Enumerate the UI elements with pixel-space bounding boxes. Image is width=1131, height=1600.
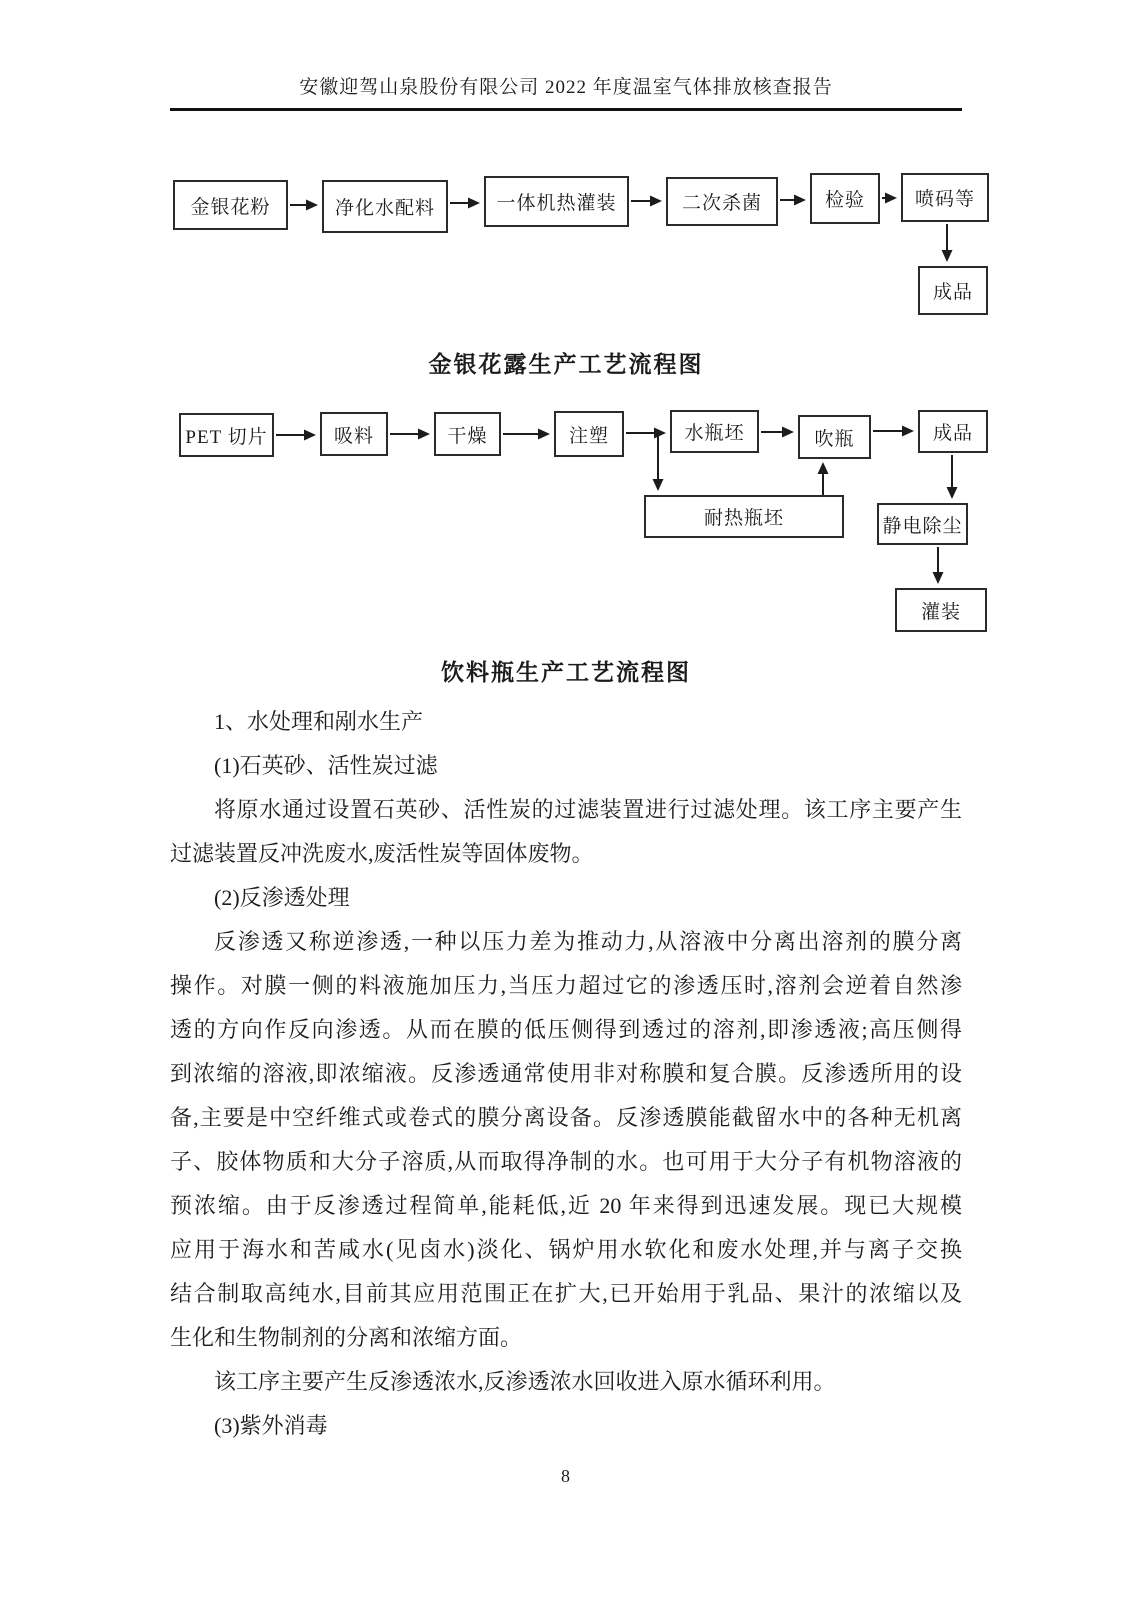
- flow-node-water-bottle-preform: 水瓶坯: [670, 410, 759, 453]
- flow-node-finished-product-1: 成品: [918, 266, 988, 315]
- section-heading-water-treatment: 1、水处理和剐水生产: [214, 709, 424, 734]
- subsection-heading-uv-disinfection: (3)紫外消毒: [214, 1413, 328, 1438]
- subsection-heading-filtration: (1)石英砂、活性炭过滤: [214, 753, 438, 778]
- flow-node-electrostatic-dust-removal: 静电除尘: [877, 503, 968, 545]
- text-line: 将原水通过设置石英砂、活性炭的过滤装置进行过滤处理。该工序主要产生: [214, 797, 962, 822]
- flow-node-inspection: 检验: [810, 173, 880, 224]
- flow-node-secondary-sterilization: 二次杀菌: [666, 177, 778, 226]
- flow-node-drying: 干燥: [434, 412, 501, 456]
- text-line: 应用于海水和苦咸水(见卤水)淡化、锅炉用水软化和废水处理,并与离子交换: [170, 1237, 962, 1262]
- page-number: 8: [561, 1466, 570, 1486]
- flow-node-pet-chips: PET 切片: [179, 413, 274, 457]
- text-line: 该工序主要产生反渗透浓水,反渗透浓水回收进入原水循环利用。: [214, 1369, 836, 1394]
- flow-node-coding: 喷码等: [901, 173, 989, 222]
- flow-node-injection-molding: 注塑: [554, 411, 624, 457]
- text-line: 生化和生物制剂的分离和浓缩方面。: [170, 1325, 523, 1350]
- text-line: 子、胶体物质和大分子溶质,从而取得净制的水。也可用于大分子有机物溶液的: [170, 1149, 962, 1174]
- text-line: 操作。对膜一侧的料液施加压力,当压力超过它的渗透压时,溶剂会逆着自然渗: [170, 973, 962, 998]
- text-line: 透的方向作反向渗透。从而在膜的低压侧得到透过的溶剂,即渗透液;高压侧得: [170, 1017, 962, 1042]
- text-line: 过滤装置反冲洗废水,废活性炭等固体废物。: [170, 841, 594, 866]
- subsection-heading-reverse-osmosis: (2)反渗透处理: [214, 885, 350, 910]
- flow-node-jinyinhua-powder: 金银花粉: [173, 180, 288, 230]
- text-line: 结合制取高纯水,目前其应用范围正在扩大,已开始用于乳品、果汁的浓缩以及: [170, 1281, 962, 1306]
- header-rule: [170, 108, 962, 111]
- body-text: [170, 700, 962, 1448]
- flow-node-blow-molding: 吹瓶: [798, 415, 871, 459]
- text-line: 预浓缩。由于反渗透过程简单,能耗低,近 20 年来得到迅速发展。现已大规模: [170, 1193, 962, 1218]
- flow-node-material-suction: 吸料: [320, 412, 388, 456]
- flowchart1-caption: 金银花露生产工艺流程图: [428, 352, 704, 377]
- flow-node-filling: 灌装: [895, 588, 987, 632]
- paragraph-filtration: [170, 788, 962, 876]
- flowchart2-caption: 饮料瓶生产工艺流程图: [441, 660, 691, 685]
- text-line: 到浓缩的溶液,即浓缩液。反渗透通常使用非对称膜和复合膜。反渗透所用的设: [170, 1061, 962, 1086]
- flow-node-finished-product-2: 成品: [918, 410, 988, 453]
- paragraph-ro-wastewater: [170, 1360, 962, 1404]
- flow-node-purified-water-mixing: 净化水配料: [322, 180, 448, 233]
- text-line: 反渗透又称逆渗透,一种以压力差为推动力,从溶液中分离出溶剂的膜分离: [214, 929, 962, 954]
- text-line: 备,主要是中空纤维式或卷式的膜分离设备。反渗透膜能截留水中的各种无机离: [170, 1105, 962, 1130]
- paragraph-reverse-osmosis: [170, 920, 962, 1360]
- flow-node-hot-filling-machine: 一体机热灌装: [484, 176, 629, 227]
- flowchart-arrows: [0, 0, 1131, 660]
- page-header-title: 安徽迎驾山泉股份有限公司 2022 年度温室气体排放核查报告: [299, 77, 833, 98]
- flow-node-heat-resistant-preform: 耐热瓶坯: [644, 495, 844, 538]
